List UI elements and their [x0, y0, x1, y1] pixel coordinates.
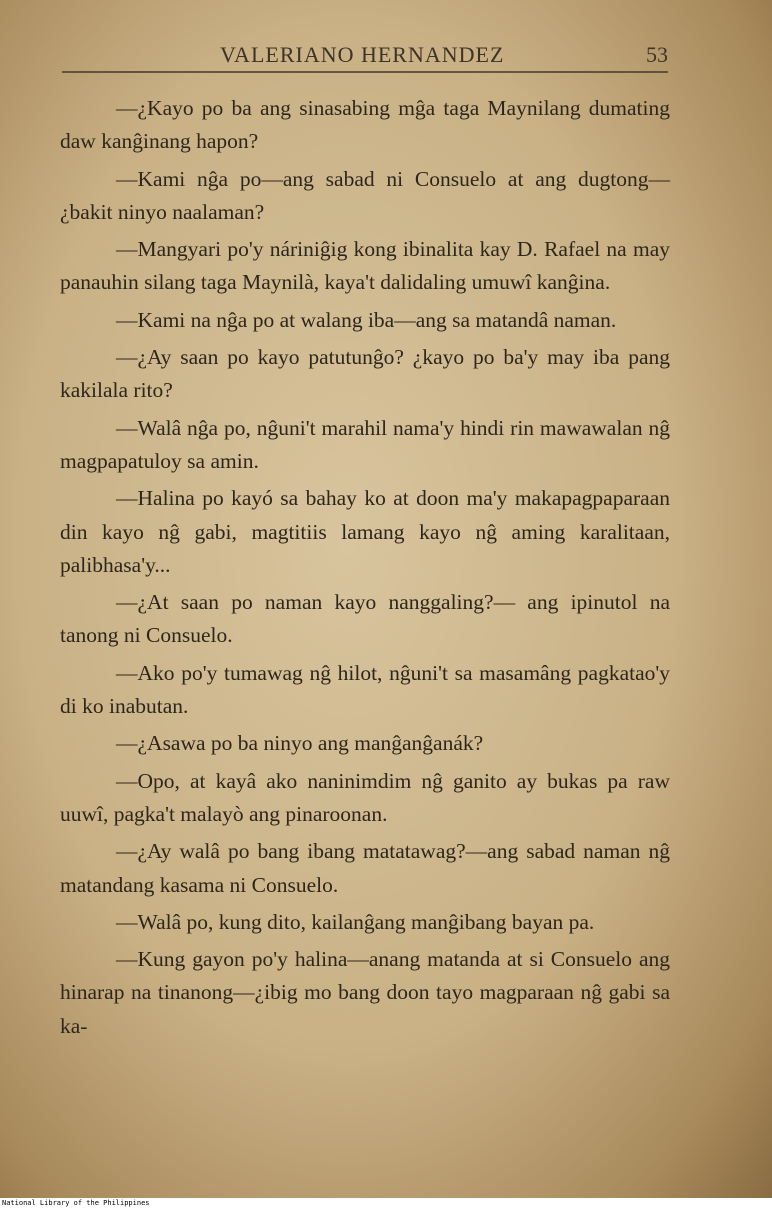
- paragraph: —Halina po kayó sa bahay ko at doon ma'y makapagpaparaan din kayo nĝ gabi, magtitiis lamang kayo nĝ aming karalitaan, palibhasa'y...: [60, 486, 670, 577]
- paragraph: —Kami nĝa po—ang sabad ni Consuelo at ang dugtong—¿bakit ninyo naalaman?: [60, 166, 670, 224]
- paragraph: —Kami na nĝa po at walang iba—ang sa matandâ naman.: [116, 307, 617, 332]
- header-rule: [62, 71, 668, 73]
- source-credit: National Library of the Philippines: [2, 1199, 150, 1207]
- paragraph: —Opo, at kayâ ako naninimdim nĝ ganito ay bukas pa raw uuwî, pagka't malayò ang pinaroonan.: [60, 768, 670, 826]
- paragraph: —¿At saan po naman kayo nanggaling?— ang ipinutol na tanong ni Consuelo.: [60, 590, 670, 648]
- paragraph: —¿Ay saan po kayo patutunĝo? ¿kayo po ba'y may iba pang kakilala rito?: [60, 345, 670, 403]
- paragraph: —Walâ nĝa po, nĝuni't marahil nama'y hindi rin mawawalan nĝ magpapatuloy sa amin.: [60, 415, 670, 473]
- paragraph: —Mangyari po'y náriniĝig kong ibinalita kay D. Rafael na may panauhin silang taga Maynilà, kaya't dalidaling umuwî kanĝina.: [60, 237, 670, 295]
- scan-footer: [0, 1198, 772, 1208]
- paragraph: —Kung gayon po'y halina—anang matanda at si Consuelo ang hinarap na tinanong—¿ibig mo bang doon tayo magparaan nĝ gabi sa ka-: [60, 947, 670, 1038]
- body-text: [60, 92, 670, 1047]
- paragraph: —¿Kayo po ba ang sinasabing mĝa taga Maynilang dumating daw kanĝinang hapon?: [60, 96, 670, 154]
- page-number: 53: [646, 42, 668, 67]
- paragraph: —¿Ay walâ po bang ibang matatawag?—ang sabad naman nĝ matandang kasama ni Consuelo.: [60, 839, 670, 897]
- paragraph: —¿Asawa po ba ninyo ang manĝanĝanák?: [116, 731, 484, 756]
- running-title: VALERIANO HERNANDEZ: [220, 42, 505, 67]
- page-header: [60, 42, 670, 74]
- paragraph: —Ako po'y tumawag nĝ hilot, nĝuni't sa masamâng pagkatao'y di ko inabutan.: [60, 660, 670, 719]
- paragraph: —Walâ po, kung dito, kailanĝang manĝibang bayan pa.: [116, 909, 595, 934]
